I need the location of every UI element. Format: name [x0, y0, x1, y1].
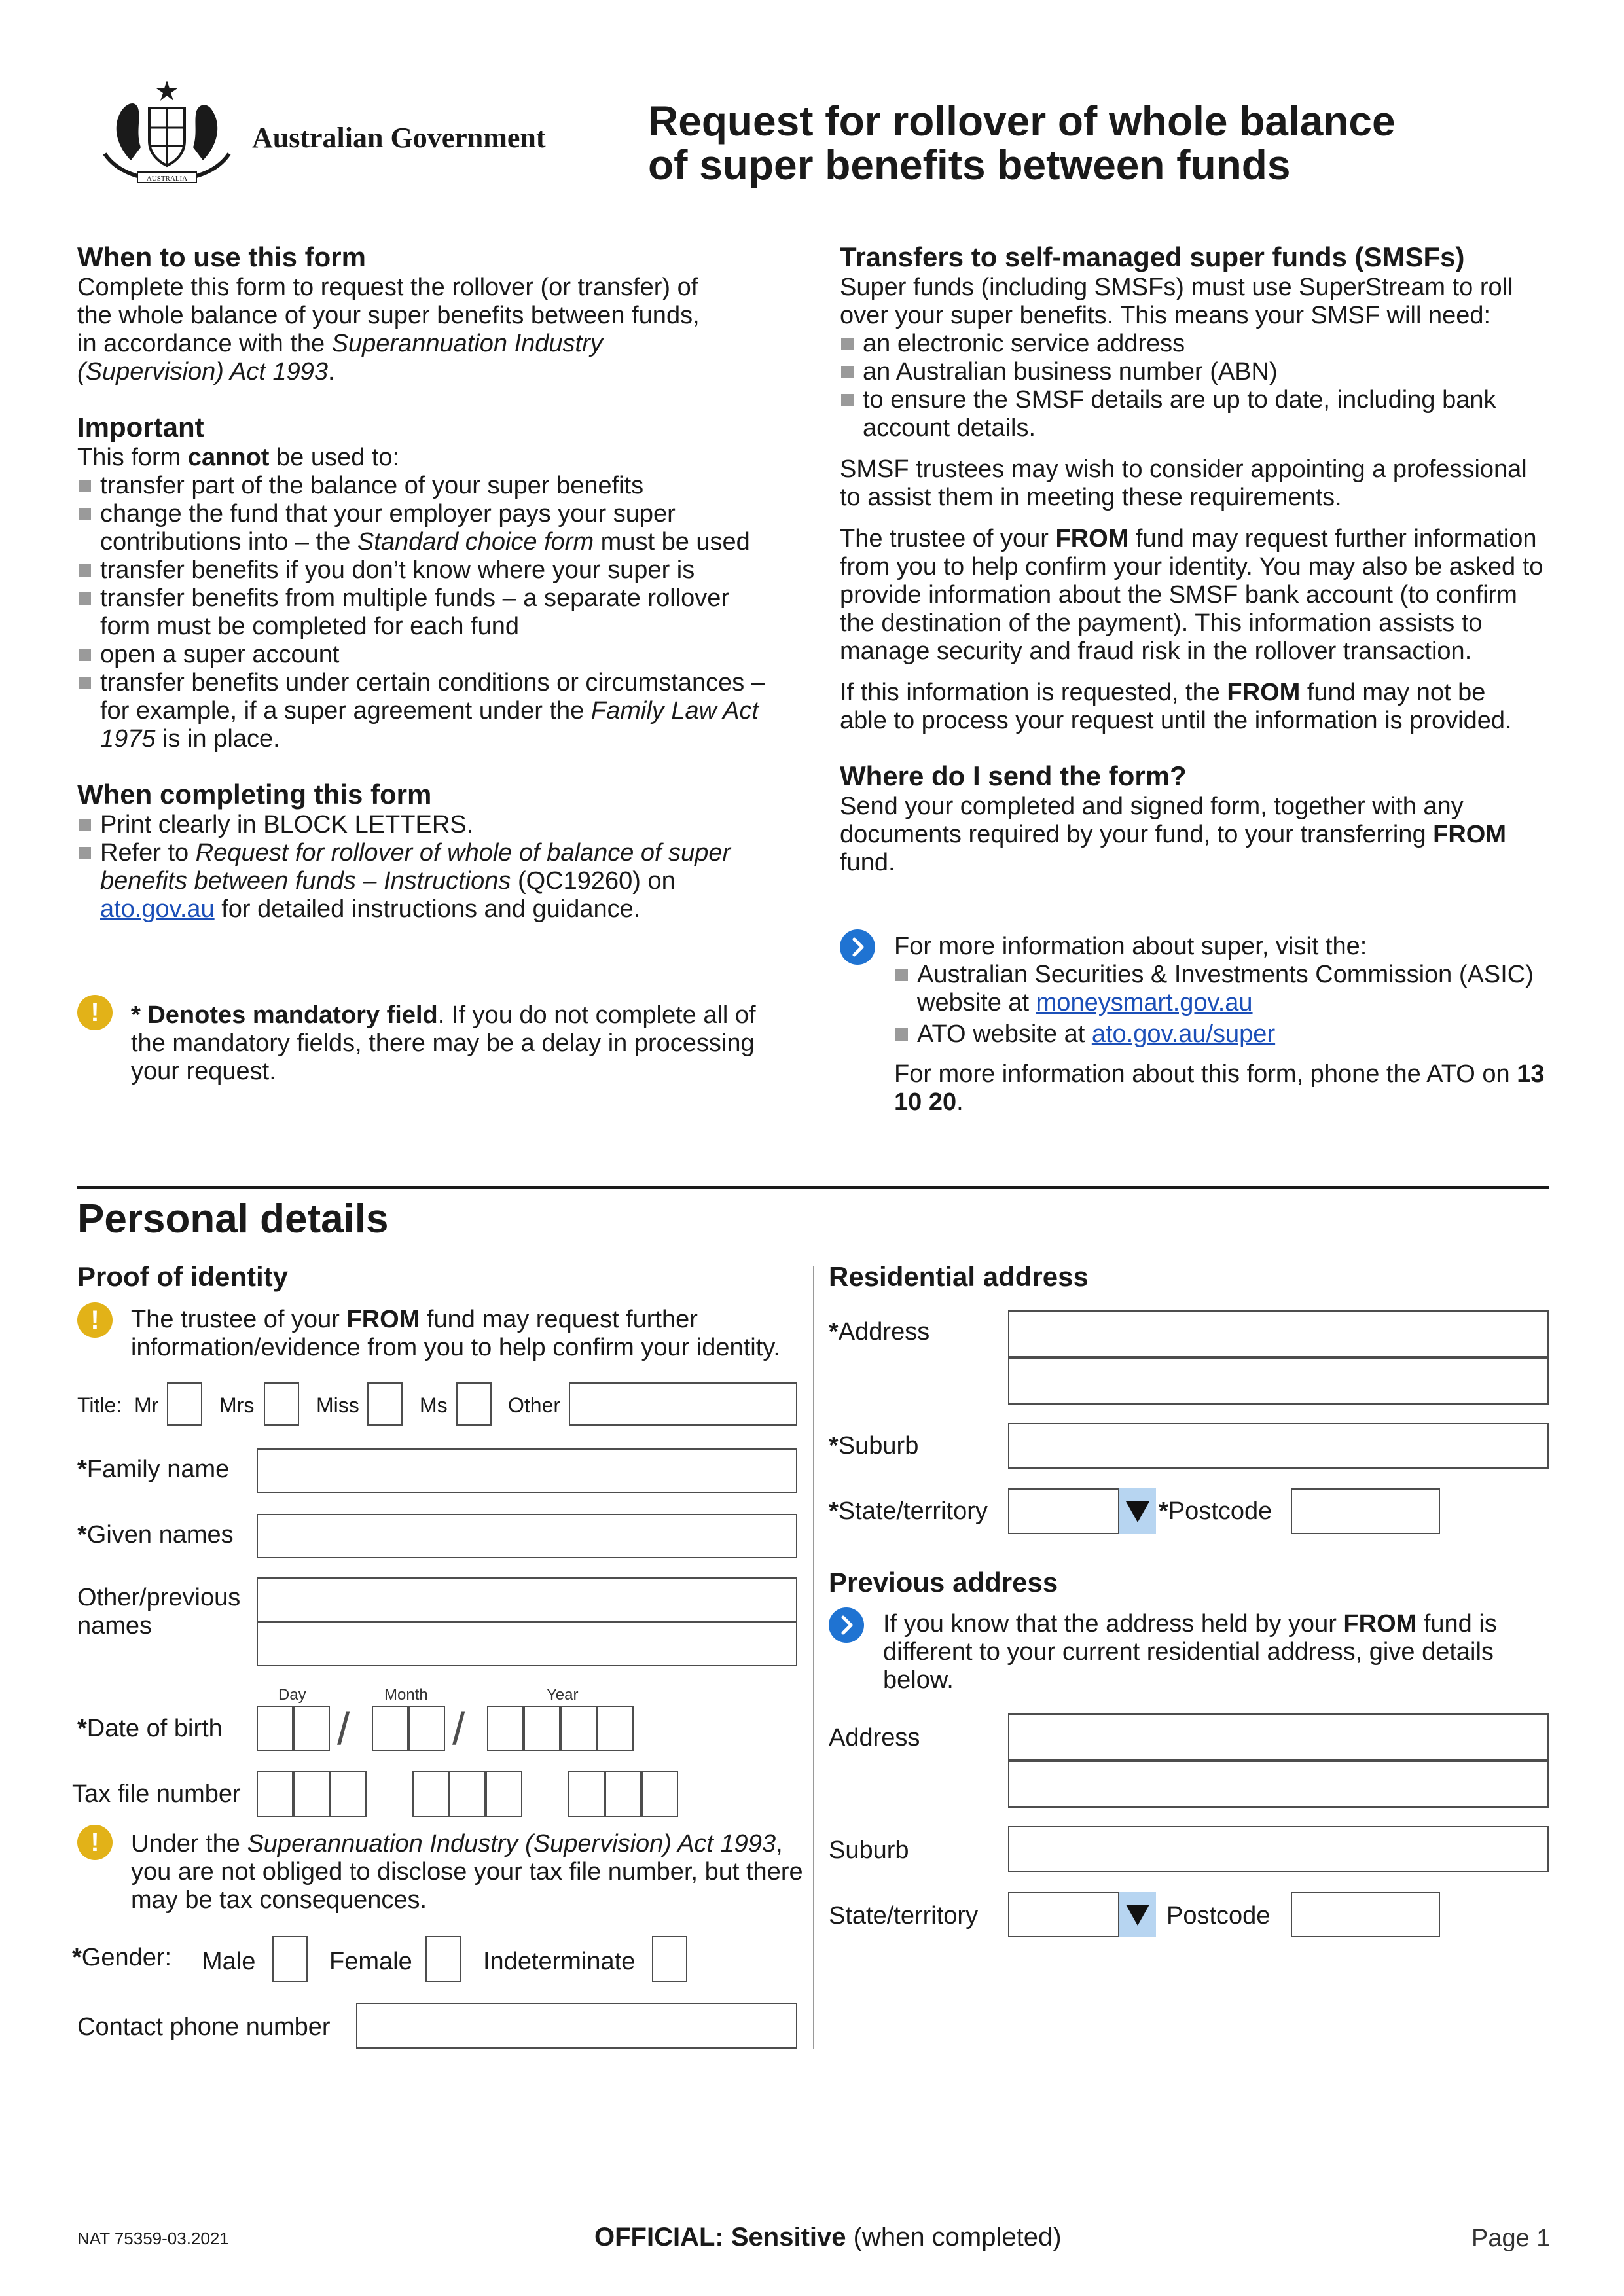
- when-to-use-heading: When to use this form: [77, 242, 366, 272]
- tfn-digit[interactable]: [486, 1771, 522, 1817]
- more-info-list: [894, 961, 1562, 1049]
- title-other-label: Other: [508, 1393, 561, 1417]
- tfn-digit[interactable]: [412, 1771, 449, 1817]
- residential-address-label: *Address: [829, 1318, 930, 1346]
- title-miss-checkbox[interactable]: [367, 1382, 403, 1426]
- given-names-input[interactable]: [257, 1514, 797, 1558]
- info-arrow-icon: [829, 1607, 864, 1643]
- gender-indeterminate-checkbox[interactable]: [652, 1936, 687, 1982]
- smsf-trustees-text: SMSF trustees may wish to consider appointing a professional to assist them in meeting these requirements.: [840, 456, 1527, 511]
- warning-icon: !: [77, 1302, 113, 1338]
- more-info-intro: For more information about super, visit the:: [894, 933, 1367, 960]
- list-item: change the fund that your employer pays your super contributions into – the Standard choice form must be used: [77, 500, 784, 556]
- section-divider: [77, 1186, 1549, 1189]
- tfn-digit[interactable]: [257, 1771, 293, 1817]
- ato-super-link[interactable]: ato.gov.au/super: [1091, 1020, 1276, 1048]
- phone-info: For more information about this form, phone the ATO on 13 10 20.: [894, 1060, 1545, 1116]
- dob-year-digit-3[interactable]: [560, 1706, 597, 1751]
- tfn-digit[interactable]: [605, 1771, 641, 1817]
- list-item: to ensure the SMSF details are up to date, including bank account details.: [840, 386, 1540, 442]
- gender-male-checkbox[interactable]: [272, 1936, 308, 1982]
- completing-heading: When completing this form: [77, 779, 432, 810]
- form-title-line2: of super benefits between funds: [648, 141, 1291, 188]
- send-heading: Where do I send the form?: [840, 761, 1187, 791]
- previous-postcode-label: Postcode: [1166, 1902, 1271, 1929]
- send-text: Send your completed and signed form, together with any documents required by your fund, to your transferring FROM fund.: [840, 793, 1507, 876]
- personal-details-heading: Personal details: [77, 1196, 389, 1242]
- residential-address-input-2[interactable]: [1008, 1357, 1549, 1405]
- tfn-note: Under the Superannuation Industry (Supervision) Act 1993, you are not obliged to disclose your tax file number, but there may be tax consequences.: [131, 1830, 803, 1914]
- important-intro: This form cannot be used to:: [77, 444, 400, 471]
- dob-year-label: Year: [547, 1686, 579, 1704]
- previous-state-select[interactable]: [1008, 1892, 1119, 1937]
- residential-suburb-label: *Suburb: [829, 1432, 919, 1460]
- warning-icon: !: [77, 1825, 113, 1860]
- given-names-label: *Given names: [77, 1521, 234, 1549]
- moneysmart-link[interactable]: moneysmart.gov.au: [1036, 989, 1253, 1016]
- list-item: Refer to Request for rollover of whole of balance of super benefits between funds – Instructions (QC19260) on ato.gov.au for detailed instructions and guidance.: [77, 839, 751, 924]
- dob-day-label: Day: [278, 1686, 306, 1704]
- residential-address-input-1[interactable]: [1008, 1310, 1549, 1357]
- official-sensitive-marking: OFFICIAL: Sensitive (when completed): [594, 2223, 1062, 2251]
- dob-separator: /: [337, 1703, 350, 1754]
- title-mrs-checkbox[interactable]: [264, 1382, 299, 1426]
- more-info-block: [894, 933, 1562, 1117]
- smsf-heading: Transfers to self-managed super funds (SMSFs): [840, 242, 1465, 272]
- proof-of-identity-heading: Proof of identity: [77, 1261, 288, 1292]
- other-names-label: Other/previous names: [77, 1584, 241, 1640]
- proof-note: The trustee of your FROM fund may request further information/evidence from you to help confirm your identity.: [131, 1306, 780, 1361]
- dob-month-digit-1[interactable]: [372, 1706, 408, 1751]
- previous-address-note: If you know that the address held by your FROM fund is different to your current residential address, give details below.: [883, 1610, 1497, 1694]
- dob-separator: /: [452, 1703, 465, 1754]
- list-item: an electronic service address: [840, 330, 1540, 358]
- list-item: ATO website at ato.gov.au/super: [894, 1020, 1562, 1049]
- form-title: [648, 99, 1499, 187]
- page-number: Page 1: [1471, 2225, 1551, 2252]
- dob-day-digit-2[interactable]: [293, 1706, 330, 1751]
- crest-motto: AUSTRALIA: [146, 175, 188, 183]
- dob-month-digit-2[interactable]: [408, 1706, 445, 1751]
- smsf-list: [840, 330, 1540, 442]
- triangle-down-icon: [1119, 1892, 1156, 1937]
- list-item: Australian Securities & Investments Commission (ASIC) website at moneysmart.gov.au: [894, 961, 1562, 1017]
- dob-day-digit-1[interactable]: [257, 1706, 293, 1751]
- previous-suburb-input[interactable]: [1008, 1826, 1549, 1872]
- previous-state-label: State/territory: [829, 1902, 979, 1929]
- gender-indeterminate-label: Indeterminate: [483, 1948, 636, 1975]
- coat-of-arms-logo: [92, 75, 242, 187]
- dob-year-digit-2[interactable]: [524, 1706, 560, 1751]
- important-list: [77, 472, 784, 753]
- list-item: transfer benefits under certain conditions or circumstances – for example, if a super agreement under the Family Law Act 1975 is in place.: [77, 669, 784, 753]
- family-name-input[interactable]: [257, 1448, 797, 1493]
- dob-year-digit-1[interactable]: [487, 1706, 524, 1751]
- dob-label: *Date of birth: [77, 1715, 223, 1742]
- family-name-label: *Family name: [77, 1456, 230, 1483]
- list-item: transfer benefits if you don’t know where your super is: [77, 556, 784, 584]
- left-intro-column: [77, 241, 791, 924]
- contact-phone-label: Contact phone number: [77, 2013, 331, 2041]
- tfn-digit[interactable]: [330, 1771, 367, 1817]
- residential-suburb-input[interactable]: [1008, 1423, 1549, 1469]
- previous-address-input-2[interactable]: [1008, 1761, 1549, 1808]
- title-other-input[interactable]: [569, 1382, 797, 1426]
- previous-state-dropdown-button[interactable]: [1119, 1892, 1156, 1937]
- residential-postcode-input[interactable]: [1291, 1488, 1440, 1534]
- title-ms-checkbox[interactable]: [456, 1382, 492, 1426]
- tfn-digit[interactable]: [641, 1771, 678, 1817]
- other-names-input-2[interactable]: [257, 1622, 797, 1666]
- dob-year-digit-4[interactable]: [597, 1706, 634, 1751]
- gender-female-checkbox[interactable]: [425, 1936, 461, 1982]
- residential-state-label: *State/territory: [829, 1498, 988, 1525]
- title-label: Title:: [77, 1393, 122, 1417]
- previous-address-input-1[interactable]: [1008, 1713, 1549, 1761]
- smsf-requested-text: If this information is requested, the FROM fund may not be able to process your request until the information is provided.: [840, 679, 1512, 734]
- residential-address-heading: Residential address: [829, 1261, 1089, 1292]
- form-title-line1: Request for rollover of whole balance: [648, 98, 1396, 145]
- title-miss-label: Miss: [316, 1393, 359, 1417]
- list-item: Print clearly in BLOCK LETTERS.: [77, 811, 751, 839]
- title-ms-label: Ms: [420, 1393, 448, 1417]
- residential-postcode-label: *Postcode: [1159, 1498, 1272, 1525]
- warning-icon: !: [77, 995, 113, 1030]
- title-mr-checkbox[interactable]: [167, 1382, 202, 1426]
- tfn-label: Tax file number: [72, 1780, 241, 1808]
- when-to-use-text: Complete this form to request the rollover (or transfer) of the whole balance of your super benefits between funds, in accordance with the Superannuation Industry (Supervision) Act 1993.: [77, 274, 700, 386]
- list-item: open a super account: [77, 641, 784, 669]
- list-item: an Australian business number (ABN): [840, 358, 1540, 386]
- tfn-digit[interactable]: [293, 1771, 330, 1817]
- residential-state-select[interactable]: [1008, 1488, 1119, 1534]
- tfn-digit[interactable]: [449, 1771, 486, 1817]
- other-names-input-1[interactable]: [257, 1577, 797, 1622]
- gender-label: *Gender:: [72, 1944, 172, 1971]
- gender-female-label: Female: [329, 1948, 412, 1975]
- previous-postcode-input[interactable]: [1291, 1892, 1440, 1937]
- right-intro-column: [840, 241, 1553, 877]
- dob-month-label: Month: [384, 1686, 428, 1704]
- previous-address-heading: Previous address: [829, 1567, 1058, 1598]
- mandatory-note: * Denotes mandatory field. If you do not complete all of the mandatory fields, there may be a delay in processing your request.: [131, 1001, 756, 1085]
- title-mrs-label: Mrs: [219, 1393, 255, 1417]
- list-item: transfer part of the balance of your super benefits: [77, 472, 784, 500]
- list-item: transfer benefits from multiple funds – a separate rollover form must be completed for each fund: [77, 584, 784, 641]
- contact-phone-input[interactable]: [356, 2003, 797, 2049]
- smsf-intro: Super funds (including SMSFs) must use SuperStream to roll over your super benefits. This means your SMSF will need:: [840, 274, 1513, 329]
- ato-link[interactable]: ato.gov.au: [100, 895, 215, 923]
- gender-male-label: Male: [202, 1948, 256, 1975]
- smsf-trustee-info-text: The trustee of your FROM fund may request further information from you to help confirm your identity. You may also be asked to provide information about the SMSF bank account (to confirm the destination of the payment). This information assists to manage security and fraud risk in the rollover transaction.: [840, 525, 1543, 665]
- residential-state-dropdown-button[interactable]: [1119, 1488, 1156, 1534]
- info-arrow-icon: [840, 929, 875, 965]
- previous-address-label: Address: [829, 1724, 920, 1751]
- triangle-down-icon: [1119, 1488, 1156, 1534]
- important-heading: Important: [77, 412, 204, 442]
- previous-suburb-label: Suburb: [829, 1837, 909, 1864]
- tfn-digit[interactable]: [568, 1771, 605, 1817]
- title-mr-label: Mr: [134, 1393, 159, 1417]
- gov-name: Australian Government: [252, 122, 546, 154]
- form-code: NAT 75359-03.2021: [77, 2229, 229, 2248]
- column-divider: [813, 1266, 814, 2049]
- completing-list: [77, 811, 751, 924]
